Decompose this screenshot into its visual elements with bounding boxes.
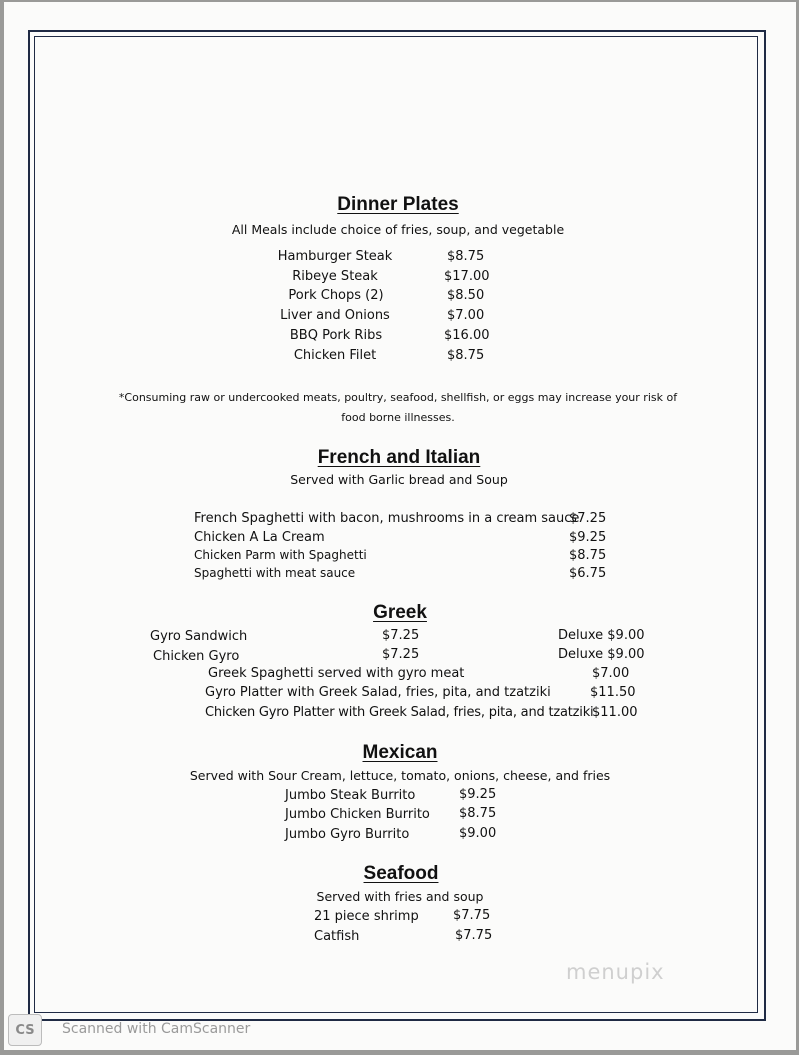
menu-item-price: $8.75 <box>569 548 607 563</box>
menu-item-name: French Spaghetti with bacon, mushrooms in a cream sauce <box>194 511 580 526</box>
menu-item-name: Gyro Sandwich <box>150 629 248 644</box>
dinner-plates-subtitle: All Meals include choice of fries, soup, and vegetable <box>231 222 565 237</box>
menu-item-name: Jumbo Gyro Burrito <box>285 827 410 842</box>
greek-heading: Greek <box>373 602 427 623</box>
menu-item-price: $7.75 <box>453 908 491 923</box>
menu-item-name: Ribeye Steak <box>292 269 378 284</box>
menupix-watermark: menupix <box>566 960 665 984</box>
menu-item-price: $17.00 <box>444 269 490 284</box>
menu-item-price: $7.25 <box>382 628 420 643</box>
mexican-heading: Mexican <box>362 742 438 763</box>
menu-item-price: $6.75 <box>569 566 607 581</box>
menu-item-name: Catfish <box>314 929 360 944</box>
camscanner-caption: Scanned with CamScanner <box>62 1021 251 1037</box>
dinner-plates-heading: Dinner Plates <box>337 194 459 215</box>
food-safety-disclaimer: *Consuming raw or undercooked meats, poultry, seafood, shellfish, or eggs may increase your risk of <box>118 391 678 404</box>
menu-item-name: Gyro Platter with Greek Salad, fries, pita, and tzatziki <box>205 685 551 700</box>
menu-item-name: Chicken Filet <box>293 348 377 363</box>
menu-item-price: $7.25 <box>569 511 607 526</box>
menu-item-price: $7.75 <box>455 928 493 943</box>
seafood-heading: Seafood <box>363 863 439 884</box>
mexican-subtitle: Served with Sour Cream, lettuce, tomato, onions, cheese, and fries <box>189 768 611 783</box>
menu-item-price: $16.00 <box>444 328 490 343</box>
menu-item-name: Liver and Onions <box>280 308 390 323</box>
menu-item-name: Hamburger Steak <box>277 249 393 264</box>
menu-item-price: $7.00 <box>592 666 630 681</box>
menu-item-price: $11.50 <box>590 685 636 700</box>
menu-item-price: $9.25 <box>459 787 497 802</box>
food-safety-disclaimer-line2: food borne illnesses. <box>341 411 455 424</box>
menu-item-name: Greek Spaghetti served with gyro meat <box>208 666 465 681</box>
menu-item-name: Jumbo Chicken Burrito <box>285 807 430 822</box>
menu-item-price: $8.50 <box>447 288 485 303</box>
menu-item-deluxe-price: Deluxe $9.00 <box>558 628 645 643</box>
menu-item-name: Chicken A La Cream <box>194 530 325 545</box>
french-italian-heading: French and Italian <box>317 447 481 468</box>
menu-item-name: Jumbo Steak Burrito <box>285 788 416 803</box>
menu-item-price: $8.75 <box>447 348 485 363</box>
french-italian-subtitle: Served with Garlic bread and Soup <box>290 472 508 487</box>
menu-item-name: 21 piece shrimp <box>314 909 419 924</box>
seafood-subtitle: Served with fries and soup <box>316 889 484 904</box>
menu-item-name: BBQ Pork Ribs <box>289 328 383 343</box>
menu-item-price: $9.25 <box>569 530 607 545</box>
menu-item-price: $7.00 <box>447 308 485 323</box>
menu-item-price: $9.00 <box>459 826 497 841</box>
menu-item-price: $7.25 <box>382 647 420 662</box>
menu-item-deluxe-price: Deluxe $9.00 <box>558 647 645 662</box>
menu-item-name: Chicken Parm with Spaghetti <box>194 548 367 562</box>
menu-item-name: Spaghetti with meat sauce <box>194 566 356 580</box>
menu-item-name: Chicken Gyro <box>153 649 240 664</box>
menu-item-price: $11.00 <box>592 705 638 720</box>
camscanner-logo-icon: CS <box>8 1014 42 1046</box>
menu-item-price: $8.75 <box>459 806 497 821</box>
menu-item-name: Pork Chops (2) <box>288 288 384 303</box>
menu-item-price: $8.75 <box>447 249 485 264</box>
menu-item-name: Chicken Gyro Platter with Greek Salad, fries, pita, and tzatziki <box>205 705 594 720</box>
